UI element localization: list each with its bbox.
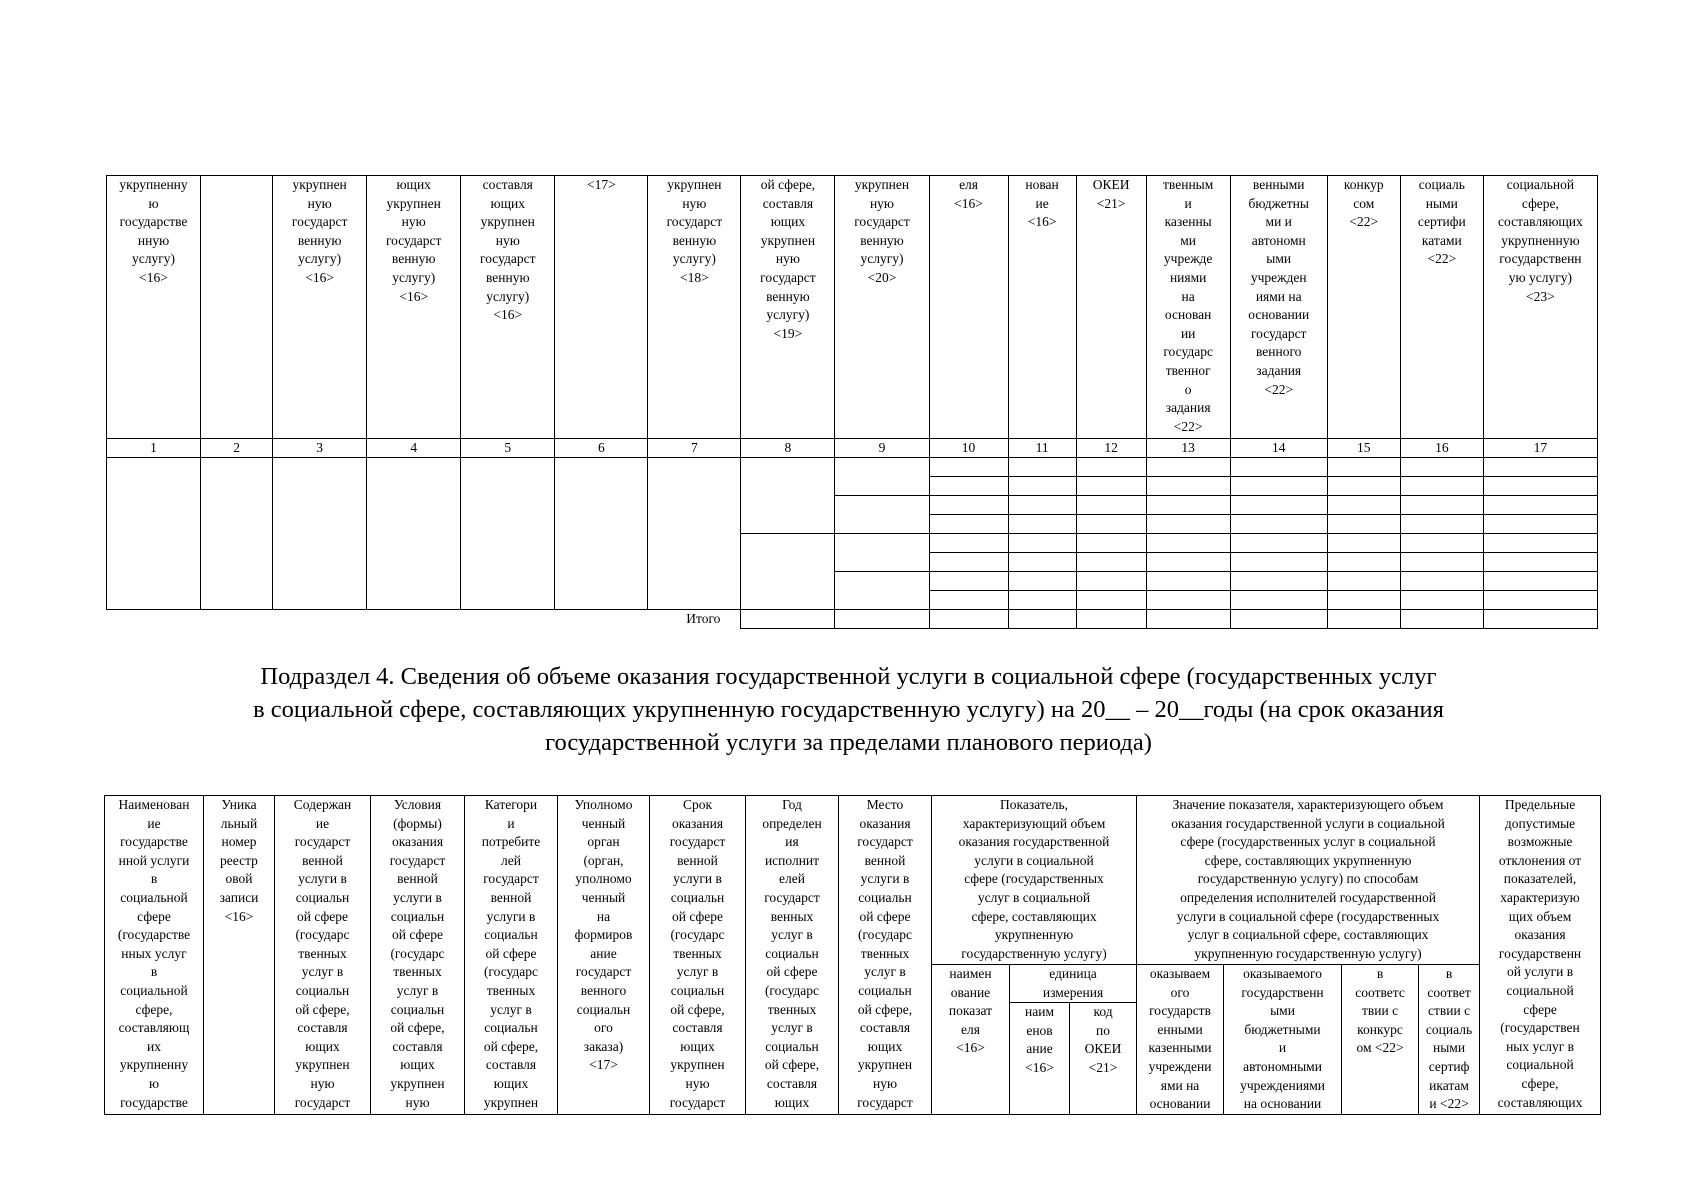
table-cell — [741, 458, 835, 534]
table-cell — [1327, 534, 1400, 553]
column-number: 14 — [1230, 439, 1327, 458]
table-cell — [1146, 477, 1230, 496]
header-cell — [201, 176, 273, 439]
table-cell — [1008, 458, 1076, 477]
column-number: 6 — [555, 439, 648, 458]
table-cell — [1146, 553, 1230, 572]
table-cell — [1400, 553, 1483, 572]
table-cell — [1076, 534, 1146, 553]
header-cell: Содержан ие государст венной услуги в социальн ой сфере (государс твенных услуг в социальн ой сфере, составля ющих укрупнен ную государст — [275, 796, 371, 1115]
header-row — [105, 796, 1601, 965]
table-cell — [1008, 477, 1076, 496]
header-cell: Год определен ия исполнит елей государст венных услуг в социальн ой сфере (государс твенных услуг в социальн ой сфере, составля ющих — [746, 796, 839, 1115]
table-cell — [1483, 515, 1597, 534]
table-cell — [1146, 458, 1230, 477]
table-cell — [1146, 610, 1230, 629]
table-cell — [648, 458, 741, 610]
header-cell: нован ие <16> — [1008, 176, 1076, 439]
header-cell: единица измерения — [1010, 965, 1137, 1003]
header-cell: еля <16> — [929, 176, 1008, 439]
table-cell — [929, 458, 1008, 477]
header-cell: укрупненну ю государстве нную услугу) <16> — [107, 176, 201, 439]
column-number: 10 — [929, 439, 1008, 458]
total-row — [107, 610, 1598, 629]
header-cell: венными бюджетны ми и автономн ыми учрежден иями на основании государст венного задания <22> — [1230, 176, 1327, 439]
header-cell: оказываемого государственн ыми бюджетными и автономными учреждениями на основании — [1224, 965, 1342, 1115]
table-cell — [1008, 534, 1076, 553]
header-cell: социаль ными сертифи катами <22> — [1400, 176, 1483, 439]
header-cell: Уника льный номер реестр овой записи <16> — [204, 796, 275, 1115]
table-cell — [1230, 515, 1327, 534]
table-cell — [835, 610, 929, 629]
header-cell: Условия (формы) оказания государст венной услуги в социальн ой сфере (государс твенных услуг в социальн ой сфере, составля ющих укрупнен ную — [371, 796, 465, 1115]
table-cell — [1483, 496, 1597, 515]
table-cell — [1327, 477, 1400, 496]
table-cell — [1327, 553, 1400, 572]
column-number: 11 — [1008, 439, 1076, 458]
table-cell — [1483, 477, 1597, 496]
table-cell — [1327, 610, 1400, 629]
header-cell: Срок оказания государст венной услуги в социальн ой сфере (государс твенных услуг в социальн ой сфере, составля ющих укрупнен ную государст — [650, 796, 746, 1115]
header-cell: конкур сом <22> — [1327, 176, 1400, 439]
table-cell — [1400, 591, 1483, 610]
header-cell: код по ОКЕИ <21> — [1070, 1003, 1137, 1115]
table-cell — [1327, 515, 1400, 534]
column-number: 16 — [1400, 439, 1483, 458]
header-cell: Уполномо ченный орган (орган, уполномо ченный на формиров ание государст венного социальн ого заказа) <17> — [558, 796, 650, 1115]
table-cell — [1400, 515, 1483, 534]
table-cell — [1076, 496, 1146, 515]
table-cell — [929, 477, 1008, 496]
table-cell — [1327, 458, 1400, 477]
header-cell: оказываем ого государств енными казенными учреждени ями на основании — [1137, 965, 1224, 1115]
table-cell — [1400, 458, 1483, 477]
column-number: 8 — [741, 439, 835, 458]
table-cell — [1230, 572, 1327, 591]
table-row — [107, 458, 1598, 477]
table-cell — [555, 458, 648, 610]
table-cell — [741, 534, 835, 610]
column-number: 13 — [1146, 439, 1230, 458]
table-cell — [1327, 591, 1400, 610]
column-number: 9 — [835, 439, 929, 458]
table-cell — [367, 458, 461, 610]
header-cell: укрупнен ную государст венную услугу) <20> — [835, 176, 929, 439]
table-cell — [1076, 553, 1146, 572]
table-cell — [929, 591, 1008, 610]
section-heading: Подраздел 4. Сведения об объеме оказания государственной услуги в социальной сфере (государственных услуг в социальной сфере, составляющих укрупненную государственную услугу) на 20__ – 20__годы (на срок оказания государственной услуги за пределами планового периода) — [253, 663, 1444, 756]
header-cell: Место оказания государст венной услуги в социальн ой сфере (государс твенных услуг в социальн ой сфере, составля ющих укрупнен ную государст — [839, 796, 932, 1115]
table-cell — [1230, 534, 1327, 553]
table-cell — [1076, 477, 1146, 496]
header-cell: социальной сфере, составляющих укрупненную государственн ую услугу) <23> — [1483, 176, 1597, 439]
column-number: 15 — [1327, 439, 1400, 458]
table-cell — [1230, 458, 1327, 477]
table-cell — [1327, 496, 1400, 515]
table-cell — [1483, 591, 1597, 610]
table-cell — [1008, 572, 1076, 591]
table-cell — [741, 610, 835, 629]
header-cell: наимен ование показат еля <16> — [932, 965, 1010, 1115]
table-cell — [1400, 534, 1483, 553]
table-cell — [1146, 572, 1230, 591]
table-cell — [1400, 496, 1483, 515]
table-cell — [1008, 515, 1076, 534]
services-table-continued — [106, 175, 1598, 629]
header-cell: ющих укрупнен ную государст венную услугу) <16> — [367, 176, 461, 439]
column-number: 7 — [648, 439, 741, 458]
header-cell: <17> — [555, 176, 648, 439]
table-cell — [835, 534, 929, 572]
table-cell — [1483, 458, 1597, 477]
column-number: 5 — [461, 439, 555, 458]
header-cell: Значение показателя, характеризующего объем оказания государственной услуги в социальной сфере (государственных услуг в социальной сфере, составляющих укрупненную государственную услугу) по способам определения исполнителей государственной услуги в социальной сфере (государственных услуг в социальной сфере, составляющих укрупненную государственную услугу) — [1137, 796, 1480, 965]
header-row — [107, 176, 1598, 439]
column-number: 2 — [201, 439, 273, 458]
table-cell — [929, 515, 1008, 534]
column-number: 1 — [107, 439, 201, 458]
table-cell — [1146, 591, 1230, 610]
table-cell — [1230, 553, 1327, 572]
header-cell: составля ющих укрупнен ную государст венную услугу) <16> — [461, 176, 555, 439]
table-cell — [929, 553, 1008, 572]
header-cell: Категори и потребите лей государст венной услуги в социальн ой сфере (государс твенных услуг в социальн ой сфере, составля ющих укрупнен — [465, 796, 558, 1115]
table-cell — [201, 458, 273, 610]
table-cell — [835, 572, 929, 610]
column-number: 4 — [367, 439, 461, 458]
table-cell — [107, 458, 201, 610]
total-label: Итого — [686, 611, 721, 627]
table-cell — [1400, 610, 1483, 629]
table-cell — [1146, 515, 1230, 534]
table-cell — [1008, 496, 1076, 515]
table-cell — [1076, 515, 1146, 534]
table-cell — [835, 496, 929, 534]
table-cell — [1230, 610, 1327, 629]
header-cell: ОКЕИ <21> — [1076, 176, 1146, 439]
header-cell: укрупнен ную государст венную услугу) <16> — [273, 176, 367, 439]
table-cell — [461, 458, 555, 610]
table-cell — [1076, 610, 1146, 629]
volume-table-header — [104, 795, 1601, 1115]
column-number-row — [107, 439, 1598, 458]
table-cell — [1230, 477, 1327, 496]
header-cell: твенным и казенны ми учрежде ниями на основан ии государс твенног о задания <22> — [1146, 176, 1230, 439]
table-cell — [273, 458, 367, 610]
table-cell — [835, 458, 929, 496]
header-cell: Показатель, характеризующий объем оказания государственной услуги в социальной сфере (государственных услуг в социальной сфере, составляющих укрупненную государственную услугу) — [932, 796, 1137, 965]
table-cell — [929, 496, 1008, 515]
header-cell: наим енов ание <16> — [1010, 1003, 1070, 1115]
table-cell — [1008, 591, 1076, 610]
column-number: 3 — [273, 439, 367, 458]
table-cell — [1483, 534, 1597, 553]
table-cell — [1076, 458, 1146, 477]
table-cell — [1483, 610, 1597, 629]
table-cell — [1146, 496, 1230, 515]
table-cell — [929, 610, 1008, 629]
table-cell — [929, 572, 1008, 591]
header-cell: укрупнен ную государст венную услугу) <18> — [648, 176, 741, 439]
table-cell — [1146, 534, 1230, 553]
header-cell: в соответ ствии с социаль ными сертиф икатам и <22> — [1419, 965, 1480, 1115]
table-cell — [1076, 591, 1146, 610]
table-cell — [929, 534, 1008, 553]
table-cell — [1008, 553, 1076, 572]
table-cell — [1230, 496, 1327, 515]
table-cell — [1483, 553, 1597, 572]
table-cell — [1483, 572, 1597, 591]
column-number: 17 — [1483, 439, 1597, 458]
column-number: 12 — [1076, 439, 1146, 458]
table-cell — [1230, 591, 1327, 610]
header-cell: Предельные допустимые возможные отклонения от показателей, характеризую щих объем оказания государственн ой услуги в социальной сфере (государствен ных услуг в социальной сфере, составляющих — [1480, 796, 1601, 1115]
table-cell — [1008, 610, 1076, 629]
header-cell: Наименован ие государстве нной услуги в социальной сфере (государстве нных услуг в социальной сфере, составляющ их укрупненну ю государстве — [105, 796, 204, 1115]
table-cell — [1400, 477, 1483, 496]
table-cell — [1076, 572, 1146, 591]
table-cell — [1327, 572, 1400, 591]
header-cell: в соответс твии с конкурс ом <22> — [1342, 965, 1419, 1115]
table-cell — [1400, 572, 1483, 591]
header-cell: ой сфере, составля ющих укрупнен ную государст венную услугу) <19> — [741, 176, 835, 439]
